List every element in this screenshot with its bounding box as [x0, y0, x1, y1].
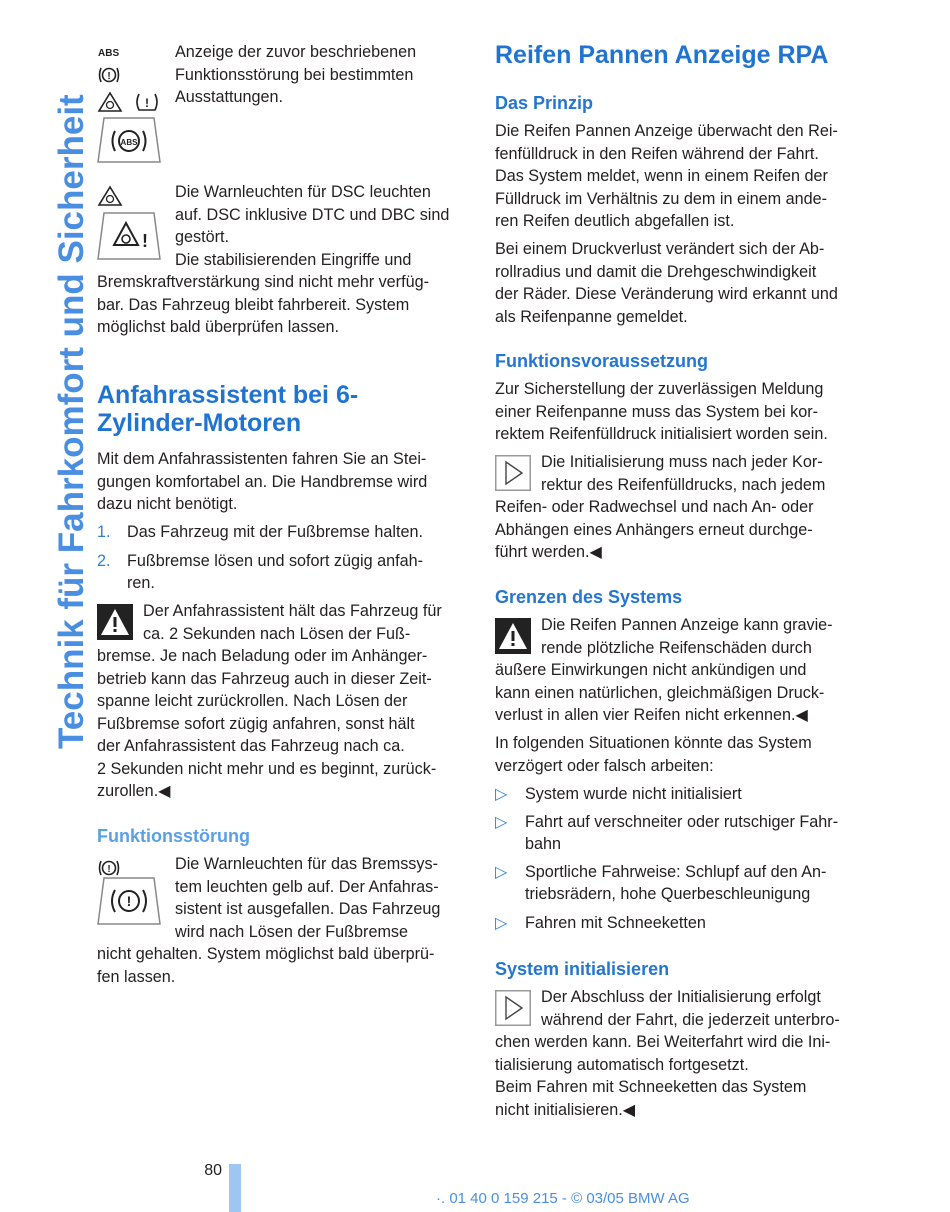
dsc-small-icon: [97, 185, 123, 207]
brake-indicator-icon: [96, 876, 162, 926]
voraus-paragraph: Zur Sicherstellung der zuverlässigen Meldung einer Reifenpanne muss das System bei kor- rektem Reifenfülldruck initialisiert worden sein.: [495, 380, 828, 443]
heading-rpa: Reifen Pannen Anzeige RPA: [495, 41, 829, 69]
dsc-warning-icon: [97, 91, 123, 113]
bullet-marker: ▷: [495, 863, 508, 881]
svg-text:!: !: [145, 96, 149, 110]
step-text: Fußbremse lösen und sofort zügig anfah-: [127, 552, 424, 570]
svg-text:ABS: ABS: [120, 138, 138, 147]
prinzip-paragraph-2: Bei einem Druckverlust verändert sich der Ab- rollradius und damit die Drehgeschwindigkeit der Räder. Diese Veränderung wird erkannt und als Reifenpanne gemeldet.: [495, 240, 838, 326]
list-item: System wurde nicht initialisiert: [525, 785, 742, 803]
svg-text:!: !: [107, 864, 111, 875]
heading-prinzip: Das Prinzip: [495, 93, 594, 113]
note-arrow-icon: [495, 990, 531, 1026]
heading-grenzen: Grenzen des Systems: [495, 587, 683, 607]
note-init2-bottom: chen werden kann. Bei Weiterfahrt wird die Ini- tialisierung automatisch fortgesetzt. Beim Fahren mit Schneeketten das System nicht initialisieren.◀: [495, 1033, 831, 1119]
list-item: Fahren mit Schneeketten: [525, 914, 706, 932]
list-item: Sportliche Fahrweise: Schlupf auf den An-: [525, 863, 827, 881]
note-init2-top: Der Abschluss der Initialisierung erfolgt während der Fahrt, die jederzeit unterbro-: [541, 988, 840, 1029]
heading-funktionsstoerung: Funktionsstörung: [97, 826, 250, 846]
dsc-indicator-icon: [96, 211, 162, 261]
abs-description: Anzeige der zuvor beschriebenen Funktionsstörung bei bestimmten Ausstattungen.: [175, 43, 417, 106]
page-number: 80: [204, 1162, 222, 1179]
heading-system-initialisieren: System initialisieren: [495, 959, 670, 979]
svg-text:!: !: [107, 71, 111, 82]
abs-label: ABS: [98, 48, 120, 59]
note-arrow-icon: [495, 455, 531, 491]
brake-warning-icon: [97, 64, 121, 86]
anfahr-intro: Mit dem Anfahrassistenten fahren Sie an Stei- gungen komfortabel an. Die Handbremse wird dazu nicht benötigt.: [97, 450, 428, 513]
note-init-top: Die Initialisierung muss nach jeder Kor- rektur des Reifenfülldrucks, nach jedem: [541, 453, 826, 494]
step-number: 2.: [97, 552, 111, 570]
tire-pressure-icon: [134, 91, 160, 113]
bullet-marker: ▷: [495, 813, 508, 831]
step-number: 1.: [97, 523, 111, 541]
list-item: triebsrädern, hohe Querbeschleunigung: [525, 885, 811, 903]
note-init-bottom: Reifen- oder Radwechsel und nach An- oder Abhängen eines Anhängers erneut durchge- führt werden.◀: [495, 498, 814, 561]
bullet-marker: ▷: [495, 785, 508, 803]
step-text: Das Fahrzeug mit der Fußbremse halten.: [127, 523, 423, 541]
page-marker-bar: [229, 1164, 241, 1212]
warning-triangle-icon: [495, 618, 531, 654]
list-item: Fahrt auf verschneiter oder rutschiger Fahr-: [525, 813, 839, 831]
funk-description-top: Die Warnleuchten für das Bremssys- tem leuchten gelb auf. Der Anfahras- sistent ist ausgefallen. Das Fahrzeug wird nach Lösen der Fußbremse: [175, 855, 441, 941]
abs-indicator-icon: [96, 116, 162, 164]
warning-grenzen-bottom: äußere Einwirkungen nicht ankündigen und kann einen natürlichen, gleichmäßigen Druck- verlust in allen vier Reifen nicht erkennen.◀: [495, 661, 825, 724]
svg-text:!: !: [126, 893, 132, 909]
situations-intro: In folgenden Situationen könnte das System verzögert oder falsch arbeiten:: [495, 734, 812, 775]
heading-funktionsvoraussetzung: Funktionsvoraussetzung: [495, 351, 709, 371]
warning-triangle-icon: [97, 604, 133, 640]
bullet-marker: ▷: [495, 914, 508, 932]
copyright-line: ·. 01 40 0 159 215 - © 03/05 BMW AG: [436, 1190, 690, 1207]
dsc-description-bottom: Bremskraftverstärkung sind nicht mehr verfüg- bar. Das Fahrzeug bleibt fahrbereit. System möglichst bald überprüfen lassen.: [97, 273, 429, 336]
prinzip-paragraph-1: Die Reifen Pannen Anzeige überwacht den Rei- fenfülldruck in den Reifen während der Fahrt. Das System meldet, wenn in einem Reifen der Fülldruck im Verhältnis zu dem in einem ande- ren Reifen deutlich abgefallen ist.: [495, 122, 838, 230]
warning-anfahr-top: Der Anfahrassistent hält das Fahrzeug für ca. 2 Sekunden nach Lösen der Fuß-: [143, 602, 442, 643]
step-text: ren.: [127, 574, 155, 592]
list-item: bahn: [525, 835, 562, 853]
warning-anfahr-bottom: bremse. Je nach Beladung oder im Anhänger- betrieb kann das Fahrzeug auch in dieser Zeit- spanne leicht zurückrollen. Nach Lösen der Fußbremse sofort zügig anfahren, sonst hält der Anfahrassistent das Fahrzeug nach ca. 2 Sekunden nicht mehr und es beginnt, zurück- zurollen.◀: [97, 647, 437, 800]
heading-anfahrassistent: Anfahrassistent bei 6- Zylinder-Motoren: [97, 381, 359, 437]
dsc-description-top: Die Warnleuchten für DSC leuchten auf. DSC inklusive DTC und DBC sind gestört. Die stabilisierenden Eingriffe und: [175, 183, 450, 269]
svg-text:!: !: [142, 231, 148, 251]
funk-description-bottom: nicht gehalten. System möglichst bald überprü- fen lassen.: [97, 945, 435, 986]
warning-grenzen-top: Die Reifen Pannen Anzeige kann gravie- rende plötzliche Reifenschäden durch: [541, 616, 833, 657]
